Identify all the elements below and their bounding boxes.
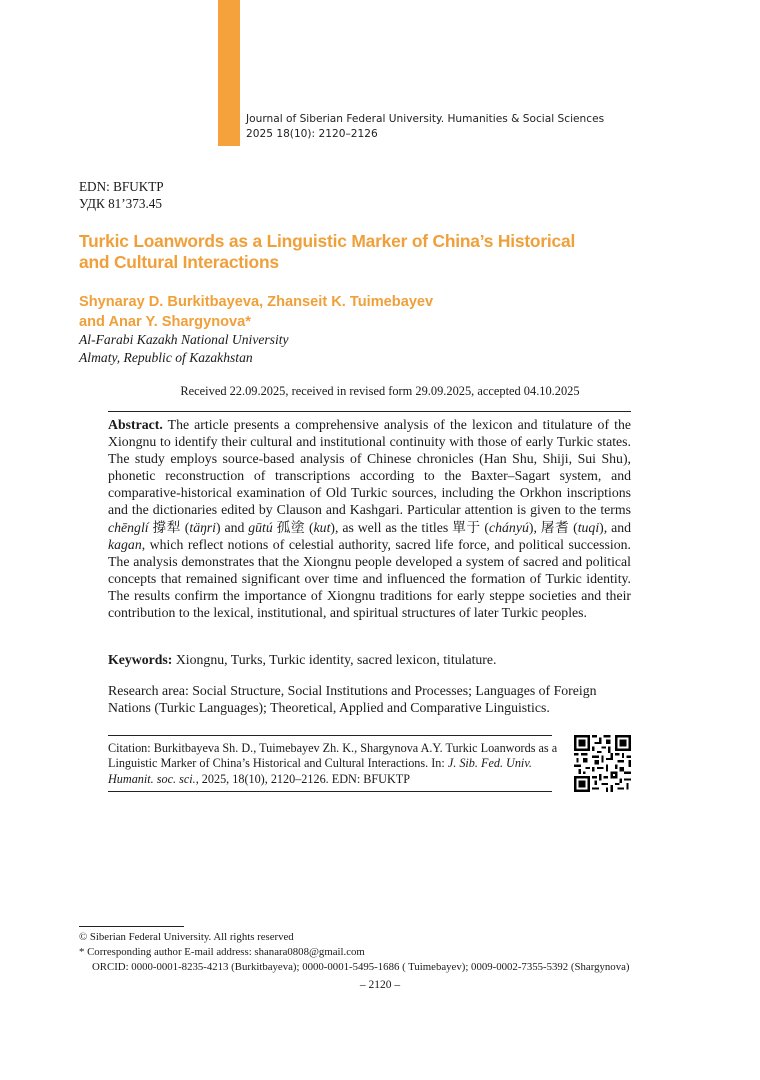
page-number: – 2120 – (359, 979, 401, 991)
keywords-label: Keywords: (108, 652, 173, 667)
abstract-text: 孤塗 ( (272, 519, 314, 535)
abstract-term: kut (313, 519, 331, 535)
orcid-note: ORCID: 0000-0001-8235-4213 (Burkitbayeva); 0000-0001-5495-1686 ( Tuimebayev); 0009-0002-7355-5392 (Shargynova) (92, 961, 630, 973)
affiliation: Al-Farabi Kazakh National University (79, 332, 289, 347)
abstract-term: gūtú (248, 519, 273, 535)
abstract-term: täŋri (189, 519, 216, 535)
keywords (108, 651, 631, 668)
abstract-term: chēnglí (108, 519, 149, 535)
citation-bottom-rule (108, 791, 552, 792)
received-dates: Received 22.09.2025, received in revised form 29.09.2025, accepted 04.10.2025 (180, 384, 580, 398)
abstract-top-rule (108, 411, 631, 412)
qr-code-icon[interactable] (574, 735, 631, 792)
location: Almaty, Republic of Kazakhstan (79, 350, 253, 365)
abstract-text: ), and (599, 519, 631, 535)
research-area: Research area: Social Structure, Social Institutions and Processes; Languages of Foreign Nations (Turkic Languages); Theoretical, Applied and Comparative Linguistics. (108, 683, 597, 715)
abstract-text: ), 屠耆 ( (528, 519, 578, 535)
abstract-label: Abstract. (108, 417, 163, 432)
title-line-1: Turkic Loanwords as a Linguistic Marker of China’s Historical (79, 231, 576, 251)
footnote-rule (79, 926, 184, 927)
abstract-text: 撐犁 ( (148, 519, 190, 535)
identifiers (79, 178, 164, 212)
abstract-term: chányú (489, 519, 529, 535)
authors-line-1: Shynaray D. Burkitbayeva, Zhanseit K. Tuimebayev (79, 294, 434, 310)
header-accent-bar (218, 0, 240, 146)
journal-name: Journal of Siberian Federal University. Humanities & Social Sciences (246, 113, 605, 125)
article-title (79, 231, 639, 273)
authors (79, 292, 639, 332)
corresponding-author-note: * Corresponding author E-mail address: shanara0808@gmail.com (79, 946, 365, 958)
journal-header (246, 112, 604, 142)
footnotes (79, 930, 629, 975)
citation-top-rule (108, 735, 552, 736)
copyright-note: © Siberian Federal University. All rights reserved (79, 931, 294, 943)
citation (108, 741, 563, 787)
title-line-2: and Cultural Interactions (79, 252, 279, 272)
abstract-term: kagan (108, 536, 142, 552)
udk-code: УДК 81’373.45 (79, 196, 162, 211)
abstract-text: ) and (215, 519, 249, 535)
edn-code: EDN: BFUKTP (79, 179, 164, 194)
abstract (108, 416, 631, 621)
citation-text: , 2025, 18(10), 2120–2126. EDN: BFUKTP (195, 771, 410, 786)
abstract-text: ), as well as the titles 單于 ( (330, 519, 490, 535)
citation-journal: J. Sib. Fed. Univ. Humanit. soc. sci. (108, 756, 532, 786)
citation-text: Citation: Burkitbayeva Sh. D., Tuimebayev Zh. K., Shargynova A.Y. Turkic Loanwords as a Linguistic Marker of China’s Historical and Cultural Interactions. In: (108, 741, 558, 771)
journal-issue: 2025 18(10): 2120–2126 (246, 128, 378, 140)
affiliation-block (79, 331, 289, 367)
abstract-text: , which reflect notions of celestial authority, sacred life force, and political succession. The analysis demonstrates that the Xiongnu people developed a system of sacred and political concepts that remained significant over time and influenced the formation of Turkic identity. The results confirm the importance of Xiongnu traditions for early steppe societies and their contribution to the lexical, institutional, and spiritual structures of later Turkic peoples. (108, 536, 631, 621)
keywords-text: Xiongnu, Turks, Turkic identity, sacred lexicon, titulature. (172, 652, 497, 667)
abstract-term: tuqi (577, 519, 600, 535)
abstract-text: The article presents a comprehensive analysis of the lexicon and titulature of the Xiongnu to identify their cultural and institutional continuity with those of early Turkic states. The study employs source-based analysis of Chinese chronicles (Han Shu, Shiji, Sui Shu), phonetic reconstruction of transcriptions according to the Baxter–Sagart system, and comparative-historical examination of Old Turkic sources, including the Orkhon inscriptions and the dictionaries edited by Clauson and Kashgari. Particular attention is given to the terms (108, 417, 631, 518)
authors-line-2: and Anar Y. Shargynova* (79, 314, 251, 330)
